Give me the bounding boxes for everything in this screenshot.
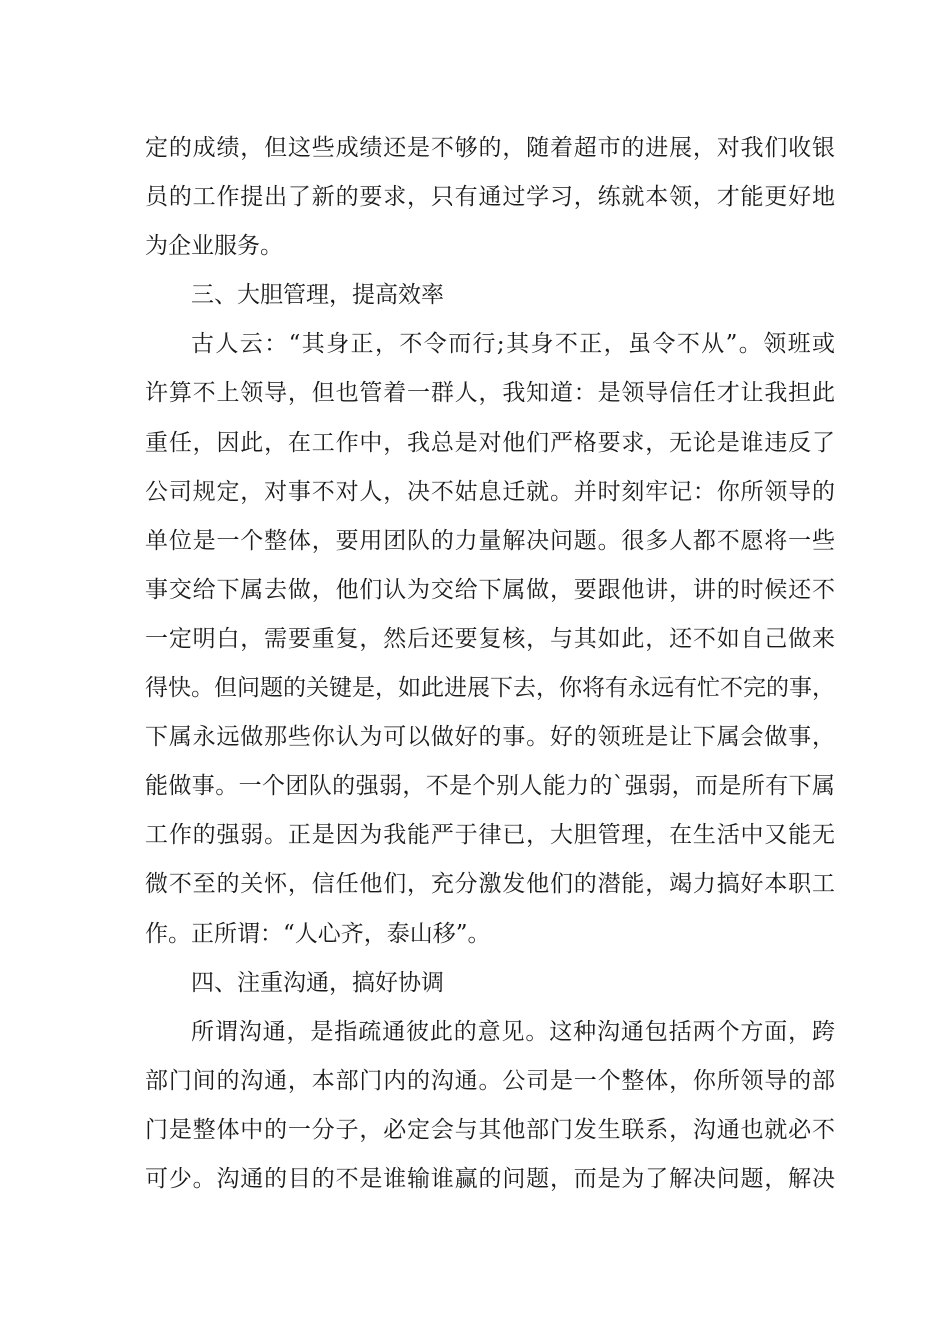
text-line: 部门间的沟通，本部门内的沟通。公司是一个整体，你所领导的部 (145, 1067, 835, 1094)
section-heading-4 (145, 959, 835, 1008)
section-heading-3 (145, 271, 835, 320)
text-line: 重任，因此，在工作中，我总是对他们严格要求，无论是谁违反了 (145, 429, 835, 456)
text-line: 下属永远做那些你认为可以做好的事。好的领班是让下属会做事， (145, 724, 835, 751)
paragraph-continuation (145, 124, 835, 271)
text-line: 为企业服务。 (145, 233, 283, 260)
text-line: 可少。沟通的目的不是谁输谁赢的问题，而是为了解决问题，解决 (145, 1165, 835, 1192)
text-line: 门是整体中的一分子，必定会与其他部门发生联系，沟通也就必不 (145, 1116, 835, 1143)
text-line: 事交给下属去做，他们认为交给下属做，要跟他讲，讲的时候还不 (145, 576, 835, 603)
heading-text: 四、注重沟通，搞好协调 (191, 969, 444, 996)
text-line: 得快。但问题的关键是，如此进展下去，你将有永远有忙不完的事， (145, 675, 835, 702)
text-line: 工作的强弱。正是因为我能严于律已，大胆管理，在生活中又能无 (145, 822, 835, 849)
paragraph-communication (145, 1008, 835, 1204)
text-line: 许算不上领导，但也管着一群人，我知道：是领导信任才让我担此 (145, 380, 835, 407)
text-line: 一定明白，需要重复，然后还要复核，与其如此，还不如自己做来 (145, 625, 835, 652)
text-line: 公司规定，对事不对人，决不姑息迁就。并时刻牢记：你所领导的 (145, 478, 835, 505)
document-body (145, 124, 835, 1204)
text-line: 作。正所谓：“人心齐，泰山移”。 (145, 920, 491, 947)
paragraph-leadership (145, 320, 835, 958)
text-line: 古人云：“其身正，不令而行;其身不正，虽令不从”。领班或 (191, 331, 835, 358)
text-line: 所谓沟通，是指疏通彼此的意见。这种沟通包括两个方面，跨 (191, 1018, 835, 1045)
text-line: 能做事。一个团队的强弱，不是个别人能力的`强弱，而是所有下属 (145, 773, 835, 800)
text-line: 单位是一个整体，要用团队的力量解决问题。很多人都不愿将一些 (145, 527, 835, 554)
heading-text: 三、大胆管理，提高效率 (191, 282, 444, 309)
text-line: 定的成绩，但这些成绩还是不够的，随着超市的进展，对我们收银 (145, 135, 835, 161)
text-line: 员的工作提出了新的要求，只有通过学习，练就本领，才能更好地 (145, 184, 835, 211)
text-line: 微不至的关怀，信任他们，充分激发他们的潜能，竭力搞好本职工 (145, 871, 835, 898)
